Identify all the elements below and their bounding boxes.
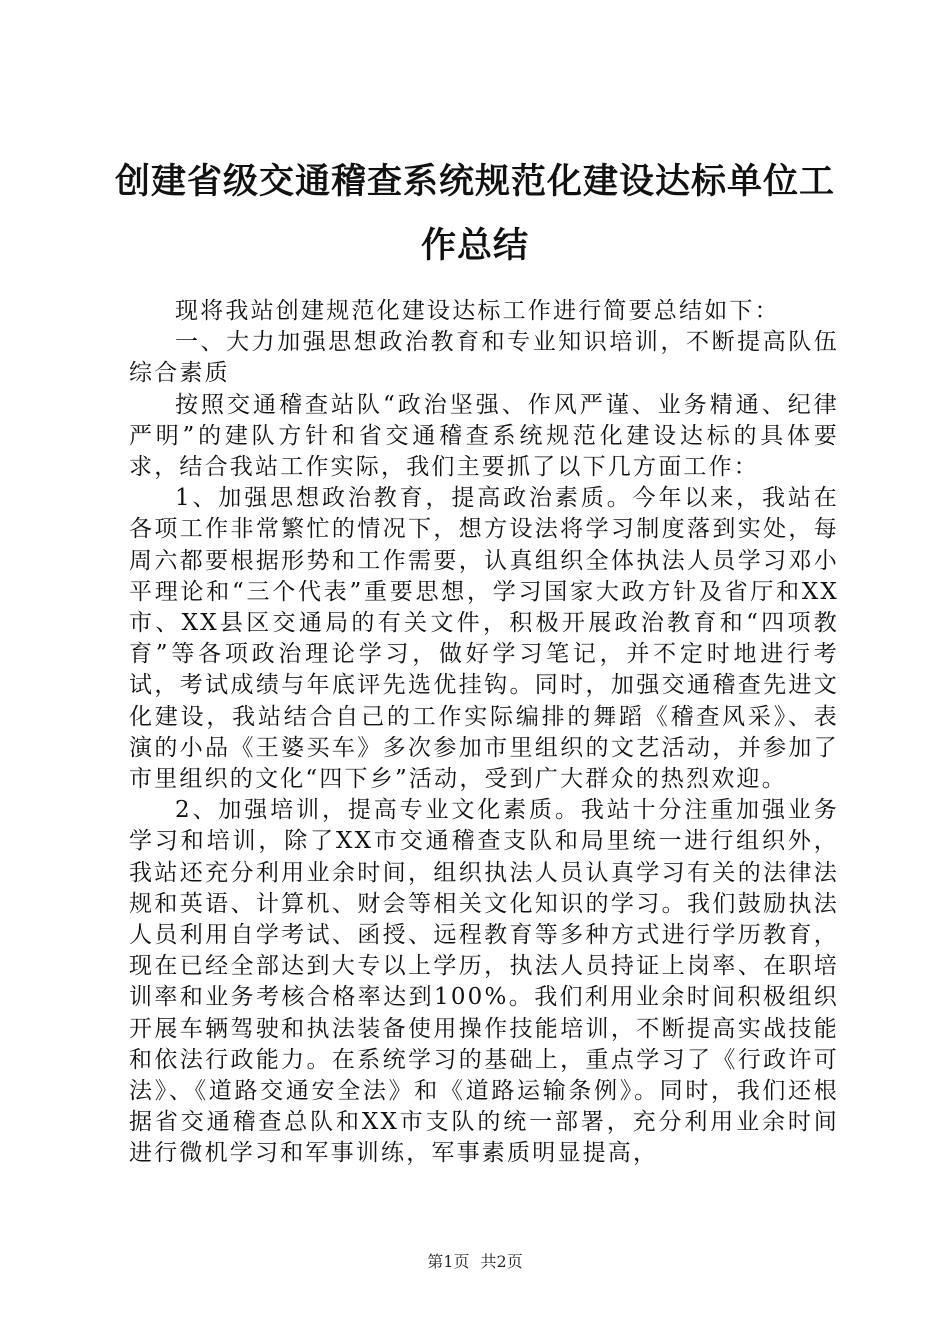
page-footer [0,1252,950,1272]
paragraph-item-1: 1、加强思想政治教育，提高政治素质。今年以来，我站在各项工作非常繁忙的情况下，想方设法将学习制度落到实处，每周六都要根据形势和工作需要，认真组织全体执法人员学习邓小平理论和“三个代表”重要思想，学习国家大政方针及省厅和XX市、XX县区交通局的有关文件，积极开展政治教育和“四项教育”等各项政治理论学习，做好学习笔记，并不定时地进行考试，考试成绩与年底评先选优挂钩。同时，加强交通稽查先进文化建设，我站结合自己的工作实际编排的舞蹈《稽查风采》、表演的小品《王婆买车》多次参加市里组织的文艺活动，并参加了市里组织的文化“四下乡”活动，受到广大群众的热烈欢迎。 [129,485,839,793]
title-line-2: 作总结 [420,226,529,266]
page-number: 第1页 [427,1252,470,1271]
document-title [110,150,840,278]
paragraph-policy: 按照交通稽查站队“政治坚强、作风严谨、业务精通、纪律严明”的建队方针和省交通稽查系统规范化建设达标的具体要求，结合我站工作实际，我们主要抓了以下几方面工作： [129,391,839,481]
paragraph-intro: 现将我站创建规范化建设达标工作进行简要总结如下： [175,298,780,324]
title-line-1: 创建省级交通稽查系统规范化建设达标单位工 [114,162,835,202]
paragraph-item-2: 2、加强培训，提高专业文化素质。我站十分注重加强业务学习和培训，除了XX市交通稽查支队和局里统一进行组织外，我站还充分利用业余时间，组织执法人员认真学习有关的法律法规和英语、计算机、财会等相关文化知识的学习。我们鼓励执法人员利用自学考试、函授、远程教育等多种方式进行学历教育，现在已经全部达到大专以上学历，执法人员持证上岗率、在职培训率和业务考核合格率达到100%。我们利用业余时间积极组织开展车辆驾驶和执法装备使用操作技能培训，不断提高实战技能和依法行政能力。在系统学习的基础上，重点学习了《行政许可法》、《道路交通安全法》和《道路运输条例》。同时，我们还根据省交通稽查总队和XX市支队的统一部署，充分利用业余时间进行微机学习和军事训练，军事素质明显提高， [129,797,839,1167]
document-body [129,296,839,1170]
page-total: 共2页 [480,1252,523,1271]
paragraph-heading-1: 一、大力加强思想政治教育和专业知识培训，不断提高队伍综合素质 [129,329,839,387]
